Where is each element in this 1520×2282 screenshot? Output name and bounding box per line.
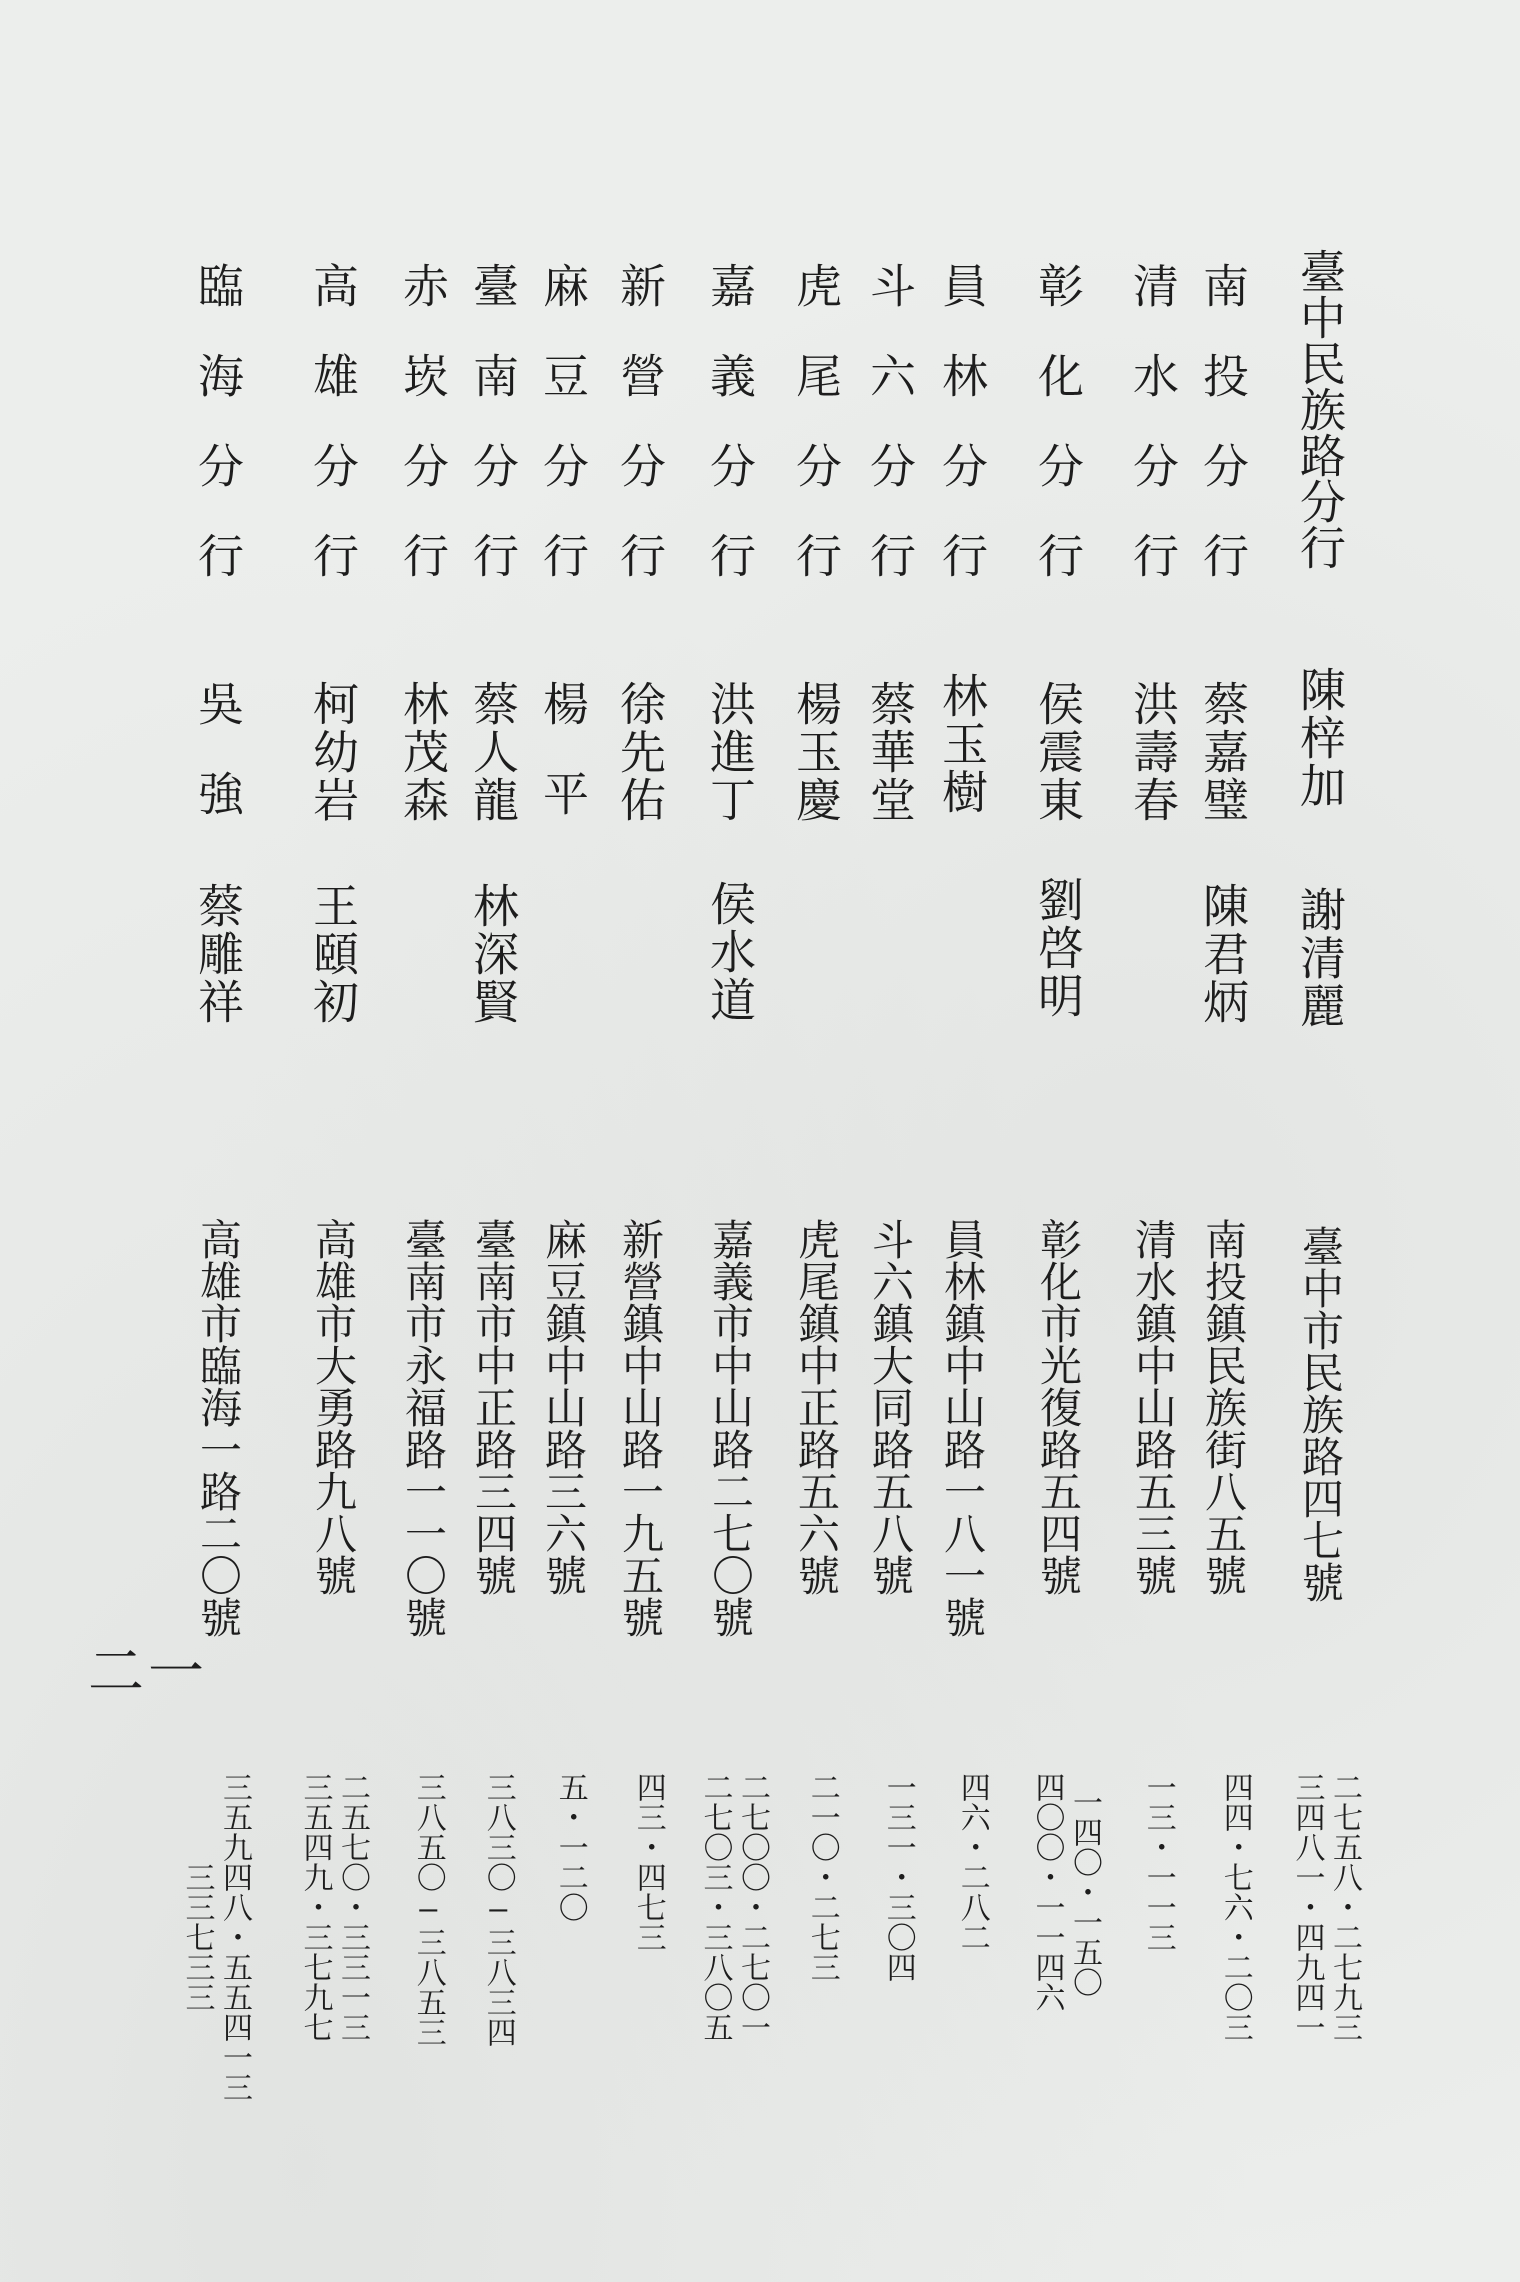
branch-name: 彰化分行 — [1031, 262, 1085, 622]
manager-name: 蔡嘉璧 — [1196, 680, 1250, 824]
phone-numbers: 三八三〇—三八三四 — [480, 1772, 516, 2047]
branch-name: 清水分行 — [1126, 262, 1180, 622]
branch-address: 臺中市民族路四七號 — [1296, 1225, 1345, 1603]
deputy-name: 侯水道 — [703, 880, 757, 1024]
branch-name: 嘉義分行 — [703, 262, 757, 622]
branch-address: 高雄市大勇路九八號 — [309, 1218, 358, 1596]
branch-name: 臺南分行 — [466, 262, 520, 622]
branch-name: 赤崁分行 — [396, 262, 450, 622]
phone-numbers: 一三・一一三 — [1140, 1772, 1176, 1952]
branch-name: 麻豆分行 — [536, 262, 590, 622]
branch-address: 清水鎮中山路五三號 — [1129, 1218, 1178, 1596]
phone-numbers: 三五九四八・五五四一三 三三七三三 — [179, 1772, 252, 2102]
manager-name: 柯幼岩 — [306, 680, 360, 824]
branch-name: 虎尾分行 — [789, 262, 843, 622]
deputy-name: 謝清麗 — [1293, 886, 1347, 1030]
phone-numbers: 一四〇・一五〇 四〇〇・一一四六 — [1029, 1772, 1102, 2012]
branch-name: 臨海分行 — [191, 262, 245, 622]
branch-name: 新營分行 — [613, 262, 667, 622]
branch-name: 南投分行 — [1196, 262, 1250, 622]
manager-name: 陳梓加 — [1293, 666, 1347, 810]
phone-numbers: 二五七〇・三三一三 三五四九・三七九七 — [297, 1772, 370, 2042]
manager-name: 蔡人龍 — [466, 680, 520, 824]
manager-name: 侯震東 — [1031, 680, 1085, 824]
branch-address: 南投鎮民族街八五號 — [1199, 1218, 1248, 1596]
branch-address: 新營鎮中山路一九五號 — [616, 1218, 665, 1638]
phone-numbers: 一三一・三〇四 — [880, 1772, 916, 1982]
deputy-name: 劉啓明 — [1031, 876, 1085, 1020]
phone-numbers: 四三・四七三 — [630, 1772, 666, 1952]
branch-address: 高雄市臨海一路二〇號 — [194, 1218, 243, 1638]
manager-name: 楊平 — [536, 680, 590, 860]
deputy-name: 陳君炳 — [1196, 882, 1250, 1026]
manager-name: 林茂森 — [396, 680, 450, 824]
branch-address: 臺南市中正路三四號 — [469, 1218, 518, 1596]
branch-address: 斗六鎮大同路五八號 — [866, 1218, 915, 1596]
page-number: 二一 — [88, 1640, 208, 1705]
manager-name: 楊玉慶 — [789, 680, 843, 824]
branch-address: 彰化市光復路五四號 — [1034, 1218, 1083, 1596]
phone-numbers: 二一〇・二七三 — [804, 1772, 840, 1982]
deputy-name: 王頤初 — [306, 882, 360, 1026]
manager-name: 洪壽春 — [1126, 680, 1180, 824]
branch-name: 斗六分行 — [863, 262, 917, 622]
manager-name: 洪進丁 — [703, 680, 757, 824]
phone-numbers: 三八五〇—三八五三 — [410, 1772, 446, 2047]
phone-numbers: 四六・二八二 — [954, 1772, 990, 1952]
branch-name: 高雄分行 — [306, 262, 360, 622]
manager-name: 徐先佑 — [613, 680, 667, 824]
phone-numbers: 四四・七六・二〇三 — [1217, 1772, 1253, 2042]
branch-address: 嘉義市中山路二七〇號 — [706, 1218, 755, 1638]
branch-address: 員林鎮中山路一八一號 — [938, 1218, 987, 1638]
phone-numbers: 五・一二〇 — [552, 1772, 588, 1922]
branch-name: 臺中民族路分行 — [1293, 248, 1347, 570]
phone-numbers: 二七五八・二七九三 三四八一・四九四一 — [1289, 1772, 1362, 2042]
manager-name: 蔡華堂 — [863, 680, 917, 824]
branch-address: 臺南市永福路一一〇號 — [399, 1218, 448, 1638]
branch-address: 麻豆鎮中山路三六號 — [539, 1218, 588, 1596]
deputy-name: 林深賢 — [466, 882, 520, 1026]
branch-address: 虎尾鎮中正路五六號 — [792, 1218, 841, 1596]
manager-name: 吳強 — [191, 680, 245, 860]
manager-name: 林玉樹 — [935, 672, 989, 816]
phone-numbers: 二七〇〇・二七〇一 二七〇三・三八〇五 — [697, 1772, 770, 2042]
deputy-name: 蔡雕祥 — [191, 882, 245, 1026]
branch-name: 員林分行 — [935, 262, 989, 622]
